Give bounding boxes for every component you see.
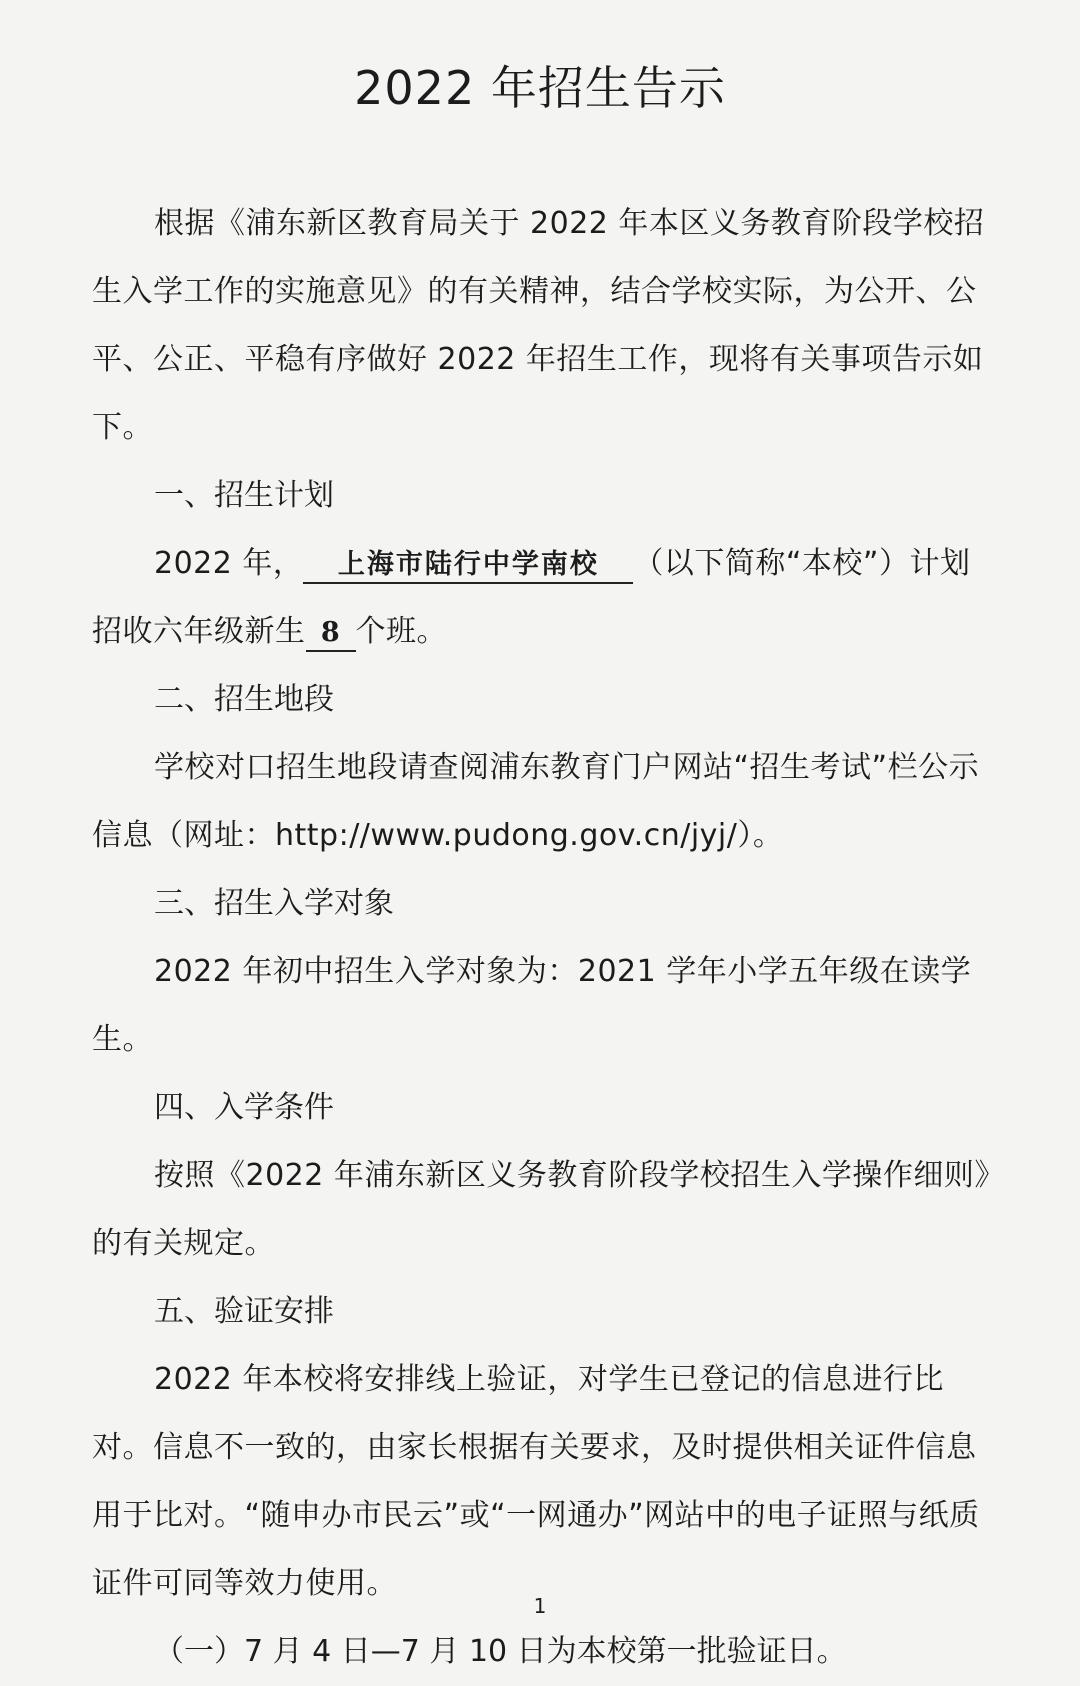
section-5-item-1: （一）7 月 4 日—7 月 10 日为本校第一批验证日。 [154,1634,847,1669]
section-3-paragraph: 2022 年初中招生入学对象为：2021 学年小学五年级在读学生。 [92,954,972,1057]
section-4-heading: 四、入学条件 [154,1090,334,1125]
section-3-heading: 三、招生入学对象 [154,886,394,921]
section-1-middle: （以下简称“本校”）计划招收六年级新生 [92,546,971,649]
section-1-prefix: 2022 年， [154,546,304,581]
section-1-suffix: 个班。 [355,614,447,649]
class-count-field: 8 [306,616,356,652]
section-2-heading: 二、招生地段 [154,682,334,717]
section-1-heading: 一、招生计划 [154,478,334,513]
section-1-paragraph [92,530,992,666]
section-4-paragraph: 按照《2022 年浦东新区义务教育阶段学校招生入学操作细则》的有关规定。 [92,1158,990,1261]
intro-paragraph: 根据《浦东新区教育局关于 2022 年本区义务教育阶段学校招生入学工作的实施意见》的有关精神，结合学校实际，为公开、公平、公正、平稳有序做好 2022 年招生工作，现将有关事项告示如下。 [92,206,985,445]
section-5-paragraph: 2022 年本校将安排线上验证，对学生已登记的信息进行比对。信息不一致的，由家长根据有关要求，及时提供相关证件信息用于比对。“随申办市民云”或“一网通办”网站中的电子证照与纸质证件可同等效力使用。 [92,1362,980,1601]
section-2-paragraph: 学校对口招生地段请查阅浦东教育门户网站“招生考试”栏公示信息（网址：http://www.pudong.gov.cn/jyj/）。 [92,750,980,853]
document-title: 2022 年招生告示 [354,61,726,115]
section-5-heading: 五、验证安排 [154,1294,334,1329]
page-number: 1 [533,1594,547,1618]
school-name-field: 上海市陆行中学南校 [303,548,633,584]
document-body [92,190,992,1686]
